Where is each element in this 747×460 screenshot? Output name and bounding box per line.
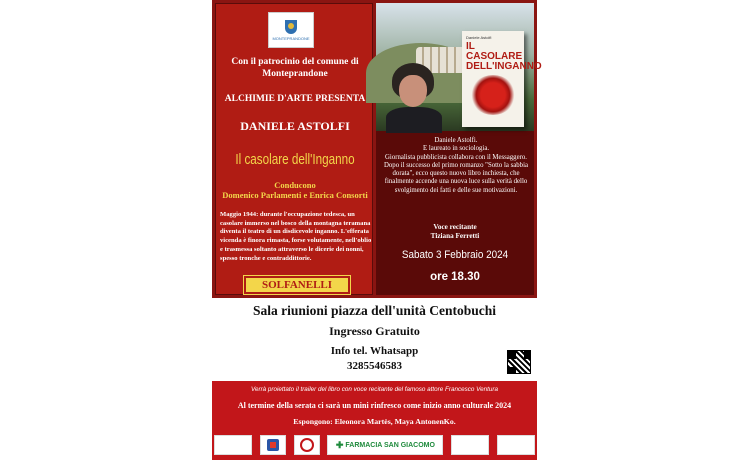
- hosts-block: [216, 180, 374, 200]
- municipality-crest: [268, 12, 314, 48]
- crest-label: MONTEPRANDONE: [272, 35, 310, 41]
- crest-shield-icon: [285, 20, 297, 34]
- sponsor-logo-2: [260, 435, 286, 455]
- trailer-note: Verrà proiettato il trailer del libro con voce recitante del famoso attore Francesco Ventura: [251, 386, 498, 393]
- patronage-text: Con il patrocinio del comune di Monteprandone: [231, 57, 359, 79]
- author-portrait: [386, 63, 442, 131]
- pharmacy-cross-icon: ✚: [335, 439, 344, 450]
- presenter-text: ALCHIMIE D'ARTE PRESENTA: [224, 94, 366, 104]
- book-cover-title: IL CASOLARE DELL'INGANNO: [466, 41, 542, 72]
- rinfresco-note: Al termine della serata ci sarà un mini rinfresco come inizio anno culturale 2024: [237, 401, 512, 410]
- sponsor-pharmacy: ✚ FARMACIA SAN GIACOMO: [327, 435, 443, 455]
- phone-number: 3285546583: [347, 360, 402, 372]
- sponsor-logo-5: [451, 435, 489, 455]
- synopsis-text: Maggio 1944: durante l'occupazione tedesca, un casolare immerso nel bosco della montagna teramana diventa il teatro di un disdicevole inganno. L'efferata vicenda è finora rimasta, forse volutamente, nell'oblio e trasmessa soltanto attraverso le dicerie dei nonni, spesso tronche e contraddittorie.: [220, 211, 372, 262]
- sponsor-logo-3: [294, 435, 320, 455]
- sponsor-logos: [214, 433, 535, 457]
- poster-top-band: [212, 0, 542, 298]
- event-date: Sabato 3 Febbraio 2024: [401, 249, 509, 261]
- hosts-names: Domenico Parlamenti e Enrica Consorti: [222, 190, 368, 200]
- exhibitors-note: Espongono: Eleonora Martès, Maya AntonenKo.: [293, 417, 456, 426]
- book-title: Il casolare dell'Inganno: [235, 151, 355, 168]
- reader-block: [376, 223, 534, 241]
- entry-text: Ingresso Gratuito: [329, 324, 420, 338]
- left-panel: [215, 3, 373, 295]
- info-text: Info tel. Whatsapp: [330, 345, 419, 357]
- event-poster: [212, 0, 542, 460]
- hosts-label: Conducono: [274, 180, 316, 190]
- sponsor-a-icon: [267, 439, 279, 451]
- sponsor-logo-1: [214, 435, 252, 455]
- reader-label: Voce recitante: [433, 223, 477, 231]
- footer-band: [212, 381, 537, 460]
- event-time: ore 18.30: [430, 271, 480, 283]
- venue-text: Sala riunioni piazza dell'unità Centobuchi: [252, 303, 497, 318]
- sponsor-logo-6: [497, 435, 535, 455]
- author-photo: [376, 3, 542, 131]
- publisher-logo: SOLFANELLI: [244, 276, 350, 294]
- book-cover-splash: [470, 75, 516, 115]
- sponsor-b-icon: [300, 438, 314, 452]
- author-bio: Daniele Astolfi. E laureato in sociologia. Giornalista pubblicista collabora con il Messaggero. Dopo il successo del primo romanzo "Sotto la sabbia dorata", ecco questo nuovo libro inchiesta, che finalmente accende una nuova luce sulla verità dello svolgimento dei fatti e delle sue motivazioni.: [384, 137, 528, 194]
- book-cover: [462, 31, 542, 127]
- venue-band: [212, 298, 537, 380]
- right-panel: [376, 3, 542, 295]
- author-name: DANIELE ASTOLFI: [240, 119, 350, 133]
- reader-name: Tiziana Ferretti: [430, 232, 480, 240]
- book-cover-author: Daniele Astolfi: [466, 35, 492, 40]
- qr-code-icon: [507, 350, 531, 374]
